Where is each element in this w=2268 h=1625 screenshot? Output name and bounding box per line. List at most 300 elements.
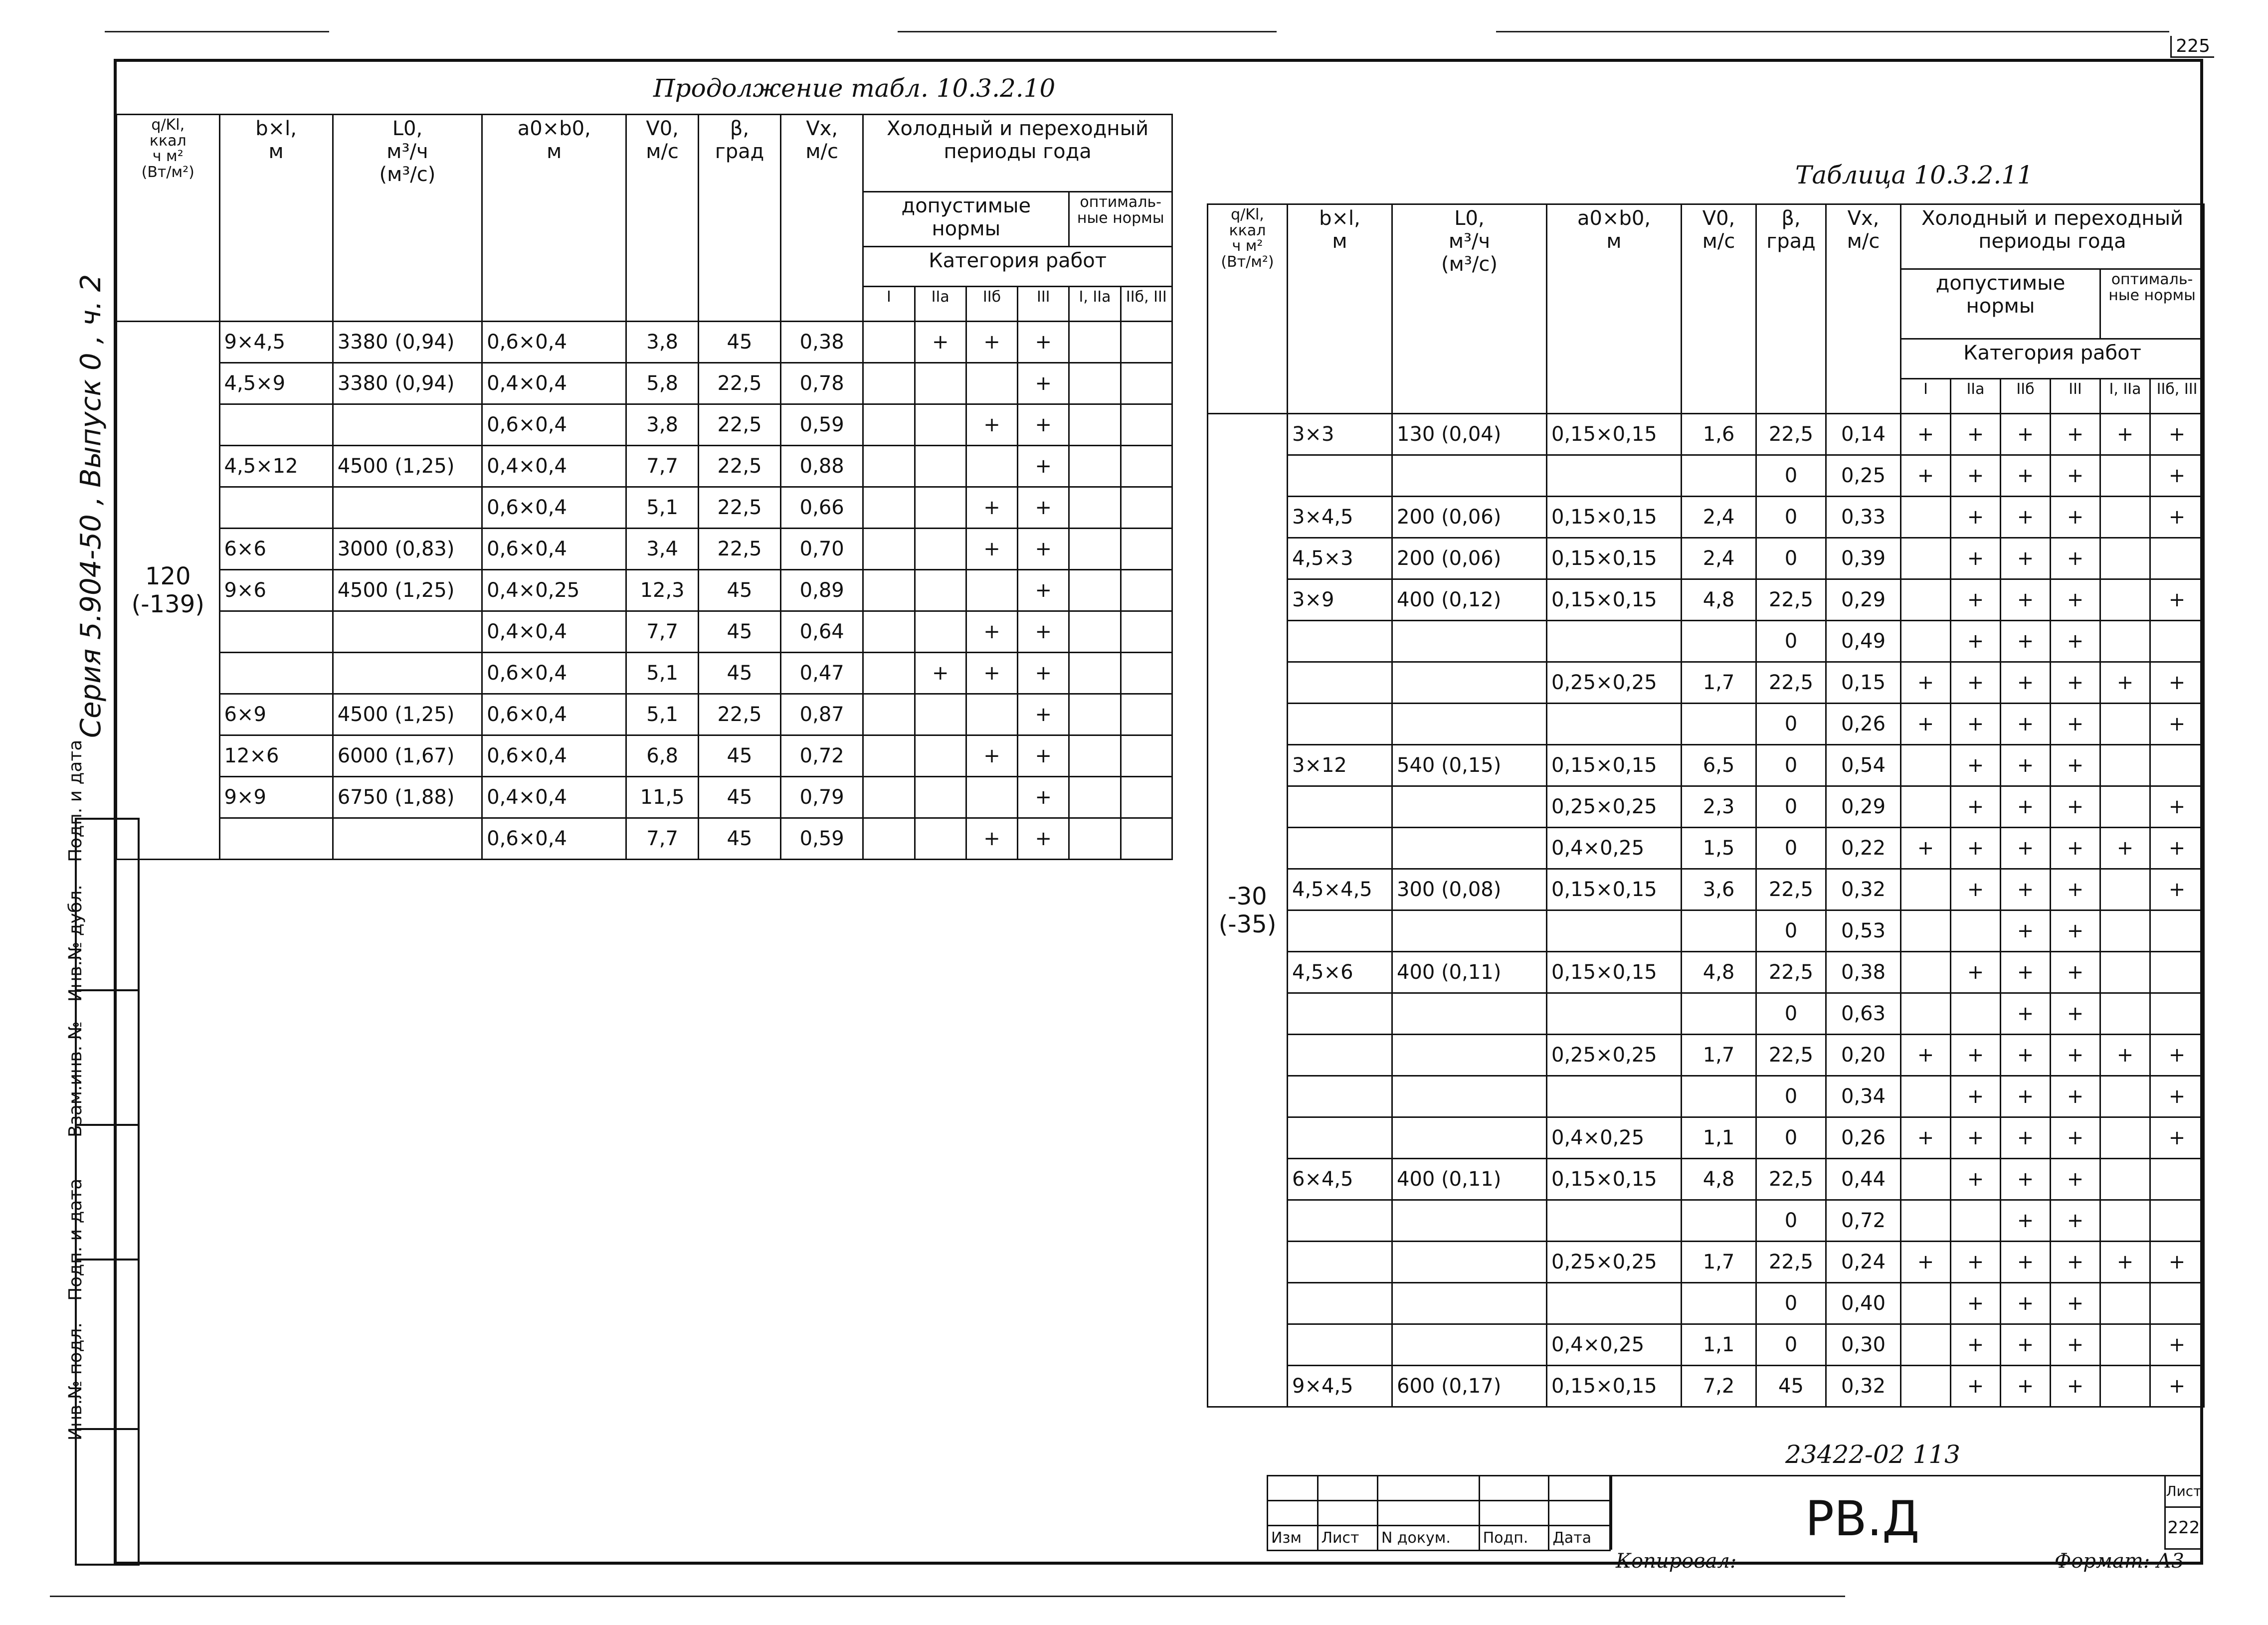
title-block xyxy=(1267,1475,2203,1573)
mark-cell: + xyxy=(1018,611,1069,653)
cell-bxl: 4,5×6 xyxy=(1288,952,1392,993)
mark-cell xyxy=(915,611,966,653)
mark-cell xyxy=(2100,786,2150,828)
right-table xyxy=(1207,203,2205,1408)
mark-cell xyxy=(1069,487,1121,529)
copied-label: Копировал: xyxy=(1616,1550,1737,1573)
mark-cell xyxy=(2100,497,2150,538)
table-row xyxy=(1208,1076,2204,1117)
drawing-number-note: 23422-02 113 xyxy=(1785,1440,1960,1469)
mark-cell xyxy=(1069,446,1121,487)
cell-beta: 0 xyxy=(1756,1117,1826,1159)
sidebar-cell: Подп. и дата xyxy=(65,739,86,862)
cell-a0b0 xyxy=(1547,910,1682,952)
mark-cell xyxy=(915,404,966,446)
table-row xyxy=(117,611,1172,653)
cell-bxl xyxy=(1288,1283,1392,1324)
mark-cell xyxy=(863,611,915,653)
cell-bxl xyxy=(1288,910,1392,952)
mark-cell: + xyxy=(1018,529,1069,570)
cell-beta: 22,5 xyxy=(1756,869,1826,910)
mark-cell: + xyxy=(2001,910,2051,952)
cell-bxl: 9×4,5 xyxy=(219,322,333,363)
mark-cell: + xyxy=(1951,745,2001,786)
col-header-a0b0: a0×b0, м xyxy=(1547,204,1682,414)
cell-vx: 0,32 xyxy=(1826,1366,1901,1407)
cell-l0: 6750 (1,88) xyxy=(333,777,482,818)
cell-a0b0: 0,25×0,25 xyxy=(1547,1035,1682,1076)
table-row xyxy=(1208,1117,2204,1159)
cell-l0: 4500 (1,25) xyxy=(333,694,482,735)
mark-cell xyxy=(1069,404,1121,446)
col-header-cold-period: Холодный и переходный периоды года xyxy=(1901,204,2204,269)
cell-a0b0: 0,15×0,15 xyxy=(1547,414,1682,455)
mark-cell: + xyxy=(2001,579,2051,621)
mark-cell: + xyxy=(1018,735,1069,777)
mark-cell: + xyxy=(2100,1242,2150,1283)
cat-header: I xyxy=(863,287,915,322)
cell-bxl xyxy=(1288,621,1392,662)
cell-a0b0: 0,25×0,25 xyxy=(1547,786,1682,828)
mark-cell xyxy=(915,529,966,570)
cell-vx: 0,38 xyxy=(1826,952,1901,993)
cell-bxl: 4,5×4,5 xyxy=(1288,869,1392,910)
cell-bxl xyxy=(219,611,333,653)
mark-cell xyxy=(2100,538,2150,579)
cell-v0: 12,3 xyxy=(626,570,699,611)
mark-cell: + xyxy=(2001,1200,2051,1242)
right-table-caption: Таблица 10.3.2.11 xyxy=(1795,161,2033,189)
document-code: РВ.Д xyxy=(1805,1491,1920,1547)
mark-cell xyxy=(863,322,915,363)
mark-cell xyxy=(1069,653,1121,694)
stamp-label: N докум. xyxy=(1377,1526,1479,1551)
table-row xyxy=(1208,745,2204,786)
table-row xyxy=(1208,910,2204,952)
mark-cell: + xyxy=(2001,993,2051,1035)
mark-cell: + xyxy=(2001,1242,2051,1283)
cell-a0b0: 0,6×0,4 xyxy=(482,735,626,777)
mark-cell: + xyxy=(1951,1366,2001,1407)
col-header-allowed: допустимые нормы xyxy=(1901,269,2100,339)
sheet-label: Лист xyxy=(2166,1476,2202,1508)
cell-l0: 3000 (0,83) xyxy=(333,529,482,570)
cell-bxl: 6×9 xyxy=(219,694,333,735)
cell-vx: 0,89 xyxy=(781,570,863,611)
mark-cell: + xyxy=(1951,662,2001,704)
cell-beta: 22,5 xyxy=(698,446,780,487)
mark-cell: + xyxy=(2051,704,2100,745)
cat-header: I, IIа xyxy=(1069,287,1121,322)
mark-cell xyxy=(2100,1076,2150,1117)
cell-bxl: 4,5×3 xyxy=(1288,538,1392,579)
mark-cell: + xyxy=(2150,1324,2204,1366)
mark-cell xyxy=(1121,653,1172,694)
table-row xyxy=(1208,1283,2204,1324)
sidebar-cell: Инв.№ подл. xyxy=(77,1428,138,1564)
cell-beta: 0 xyxy=(1756,455,1826,497)
table-row xyxy=(1208,579,2204,621)
mark-cell xyxy=(1121,322,1172,363)
cell-beta: 22,5 xyxy=(1756,414,1826,455)
cell-vx: 0,79 xyxy=(781,777,863,818)
cell-v0: 7,7 xyxy=(626,611,699,653)
mark-cell xyxy=(1901,621,1951,662)
mark-cell: + xyxy=(1901,1242,1951,1283)
col-header-optimal: оптималь- ные нормы xyxy=(2100,269,2204,339)
mark-cell xyxy=(863,363,915,404)
col-header-v0: V0, м/с xyxy=(1682,204,1756,414)
mark-cell: + xyxy=(2051,414,2100,455)
cell-bxl xyxy=(1288,993,1392,1035)
table-row xyxy=(1208,828,2204,869)
cell-beta: 22,5 xyxy=(1756,1035,1826,1076)
mark-cell xyxy=(2100,1324,2150,1366)
mark-cell xyxy=(1951,910,2001,952)
cell-v0: 5,1 xyxy=(626,653,699,694)
cat-header: IIб xyxy=(966,287,1017,322)
mark-cell xyxy=(2100,704,2150,745)
cell-bxl xyxy=(1288,786,1392,828)
mark-cell: + xyxy=(1018,777,1069,818)
mark-cell xyxy=(1901,952,1951,993)
cell-vx: 0,53 xyxy=(1826,910,1901,952)
mark-cell xyxy=(1069,694,1121,735)
cell-vx: 0,59 xyxy=(781,818,863,860)
mark-cell: + xyxy=(2001,786,2051,828)
col-header-beta: β, град xyxy=(698,115,780,322)
q-value-alt: (-139) xyxy=(131,590,204,618)
col-header-bxl: b×l, м xyxy=(1288,204,1392,414)
cell-beta: 0 xyxy=(1756,538,1826,579)
cat-header: IIа xyxy=(915,287,966,322)
cell-v0: 3,8 xyxy=(626,404,699,446)
cell-a0b0: 0,25×0,25 xyxy=(1547,662,1682,704)
cell-l0 xyxy=(1392,1242,1547,1283)
cell-l0 xyxy=(333,653,482,694)
stamp-label: Дата xyxy=(1549,1526,1610,1551)
cell-l0: 400 (0,12) xyxy=(1392,579,1547,621)
cell-a0b0: 0,6×0,4 xyxy=(482,322,626,363)
cell-l0 xyxy=(1392,621,1547,662)
cell-bxl: 9×9 xyxy=(219,777,333,818)
mark-cell: + xyxy=(915,653,966,694)
cell-v0: 2,3 xyxy=(1682,786,1756,828)
sheet-box xyxy=(2164,1475,2203,1550)
cell-v0 xyxy=(1682,1200,1756,1242)
cat-header: IIб, III xyxy=(2150,379,2204,414)
mark-cell xyxy=(915,735,966,777)
mark-cell: + xyxy=(2051,910,2100,952)
mark-cell: + xyxy=(1901,704,1951,745)
cell-beta: 0 xyxy=(1756,1200,1826,1242)
cell-v0: 1,1 xyxy=(1682,1324,1756,1366)
top-rule xyxy=(898,31,1277,32)
mark-cell: + xyxy=(2051,662,2100,704)
mark-cell xyxy=(1121,611,1172,653)
cell-l0: 4500 (1,25) xyxy=(333,570,482,611)
cell-l0 xyxy=(1392,828,1547,869)
cell-vx: 0,39 xyxy=(1826,538,1901,579)
sidebar-cell: Взам.инв. № xyxy=(77,1124,138,1259)
cell-beta: 0 xyxy=(1756,910,1826,952)
mark-cell: + xyxy=(2100,828,2150,869)
mark-cell xyxy=(1121,404,1172,446)
cell-a0b0: 0,15×0,15 xyxy=(1547,1366,1682,1407)
cell-v0: 11,5 xyxy=(626,777,699,818)
cell-vx: 0,72 xyxy=(1826,1200,1901,1242)
mark-cell xyxy=(2100,910,2150,952)
cell-beta: 0 xyxy=(1756,993,1826,1035)
col-header-category: Категория работ xyxy=(1901,339,2204,379)
cell-bxl xyxy=(1288,455,1392,497)
mark-cell: + xyxy=(1018,694,1069,735)
cell-bxl: 9×6 xyxy=(219,570,333,611)
cell-a0b0 xyxy=(1547,455,1682,497)
cell-bxl xyxy=(1288,1324,1392,1366)
cell-l0 xyxy=(333,611,482,653)
mark-cell: + xyxy=(2051,993,2100,1035)
table-row xyxy=(117,363,1172,404)
cell-vx: 0,25 xyxy=(1826,455,1901,497)
mark-cell: + xyxy=(1901,1035,1951,1076)
mark-cell: + xyxy=(2051,1242,2100,1283)
cell-bxl xyxy=(219,818,333,860)
mark-cell xyxy=(863,570,915,611)
cell-beta: 22,5 xyxy=(1756,952,1826,993)
mark-cell: + xyxy=(1951,414,2001,455)
cell-v0: 7,2 xyxy=(1682,1366,1756,1407)
mark-cell xyxy=(1901,993,1951,1035)
mark-cell xyxy=(1901,1159,1951,1200)
cell-bxl xyxy=(1288,1035,1392,1076)
cell-bxl: 3×4,5 xyxy=(1288,497,1392,538)
mark-cell xyxy=(1901,579,1951,621)
cell-a0b0: 0,4×0,4 xyxy=(482,611,626,653)
mark-cell xyxy=(966,570,1017,611)
revision-grid xyxy=(1267,1475,1611,1551)
table-row xyxy=(1208,1242,2204,1283)
cat-header: III xyxy=(2051,379,2100,414)
cell-v0: 2,4 xyxy=(1682,538,1756,579)
table-row xyxy=(1208,414,2204,455)
mark-cell: + xyxy=(1951,704,2001,745)
mark-cell: + xyxy=(2051,497,2100,538)
mark-cell: + xyxy=(1951,538,2001,579)
cell-beta: 45 xyxy=(1756,1366,1826,1407)
left-table-caption: Продолжение табл. 10.3.2.10 xyxy=(653,74,1056,103)
mark-cell xyxy=(1901,497,1951,538)
mark-cell: + xyxy=(2051,869,2100,910)
mark-cell xyxy=(1901,786,1951,828)
sheet-number: 222 xyxy=(2167,1518,2200,1538)
cell-bxl: 6×6 xyxy=(219,529,333,570)
table-row xyxy=(1208,1366,2204,1407)
mark-cell xyxy=(863,446,915,487)
mark-cell xyxy=(1901,538,1951,579)
mark-cell xyxy=(1069,322,1121,363)
mark-cell: + xyxy=(1951,455,2001,497)
cell-l0: 4500 (1,25) xyxy=(333,446,482,487)
table-row xyxy=(1208,993,2204,1035)
cell-a0b0: 0,25×0,25 xyxy=(1547,1242,1682,1283)
mark-cell: + xyxy=(2051,579,2100,621)
mark-cell xyxy=(1901,910,1951,952)
cell-a0b0: 0,4×0,4 xyxy=(482,777,626,818)
cell-vx: 0,34 xyxy=(1826,1076,1901,1117)
mark-cell: + xyxy=(966,529,1017,570)
cell-a0b0: 0,15×0,15 xyxy=(1547,497,1682,538)
mark-cell: + xyxy=(2051,1283,2100,1324)
table-row xyxy=(117,322,1172,363)
mark-cell xyxy=(1121,570,1172,611)
mark-cell xyxy=(2100,455,2150,497)
mark-cell xyxy=(863,818,915,860)
mark-cell: + xyxy=(2150,786,2204,828)
mark-cell: + xyxy=(2001,869,2051,910)
cell-bxl: 12×6 xyxy=(219,735,333,777)
q-value: 120 xyxy=(145,562,191,590)
mark-cell xyxy=(1069,735,1121,777)
cell-a0b0: 0,6×0,4 xyxy=(482,694,626,735)
cat-header: IIб xyxy=(2001,379,2051,414)
mark-cell: + xyxy=(2051,1366,2100,1407)
mark-cell: + xyxy=(1951,869,2001,910)
cell-vx: 0,54 xyxy=(1826,745,1901,786)
mark-cell: + xyxy=(2150,828,2204,869)
cell-l0 xyxy=(1392,704,1547,745)
col-header-category: Категория работ xyxy=(863,247,1172,287)
table-row xyxy=(1208,1200,2204,1242)
cell-beta: 0 xyxy=(1756,621,1826,662)
cell-v0: 6,5 xyxy=(1682,745,1756,786)
cell-vx: 0,44 xyxy=(1826,1159,1901,1200)
mark-cell: + xyxy=(2001,538,2051,579)
cell-l0 xyxy=(333,818,482,860)
col-header-beta: β, град xyxy=(1756,204,1826,414)
table-row xyxy=(1208,497,2204,538)
mark-cell xyxy=(1951,1200,2001,1242)
mark-cell xyxy=(863,529,915,570)
mark-cell: + xyxy=(1951,1283,2001,1324)
mark-cell: + xyxy=(966,611,1017,653)
mark-cell: + xyxy=(1901,662,1951,704)
col-header-a0b0: a0×b0, м xyxy=(482,115,626,322)
mark-cell: + xyxy=(2051,1324,2100,1366)
cell-bxl xyxy=(219,487,333,529)
mark-cell: + xyxy=(2150,662,2204,704)
mark-cell xyxy=(1121,777,1172,818)
mark-cell: + xyxy=(2001,704,2051,745)
table-row xyxy=(1208,538,2204,579)
mark-cell: + xyxy=(2150,1242,2204,1283)
cell-v0: 2,4 xyxy=(1682,497,1756,538)
cell-a0b0: 0,15×0,15 xyxy=(1547,952,1682,993)
cell-v0: 1,7 xyxy=(1682,1035,1756,1076)
mark-cell: + xyxy=(2150,1035,2204,1076)
cell-v0: 1,7 xyxy=(1682,662,1756,704)
cell-l0: 200 (0,06) xyxy=(1392,497,1547,538)
mark-cell xyxy=(1069,363,1121,404)
cell-beta: 22,5 xyxy=(698,404,780,446)
q-value-cell xyxy=(1208,414,1288,1407)
page-number: 225 xyxy=(2170,36,2214,58)
cell-a0b0: 0,6×0,4 xyxy=(482,818,626,860)
table-row xyxy=(117,735,1172,777)
cat-header: IIа xyxy=(1951,379,2001,414)
cell-l0 xyxy=(1392,1200,1547,1242)
mark-cell xyxy=(1901,1200,1951,1242)
mark-cell: + xyxy=(1901,1117,1951,1159)
mark-cell: + xyxy=(1018,570,1069,611)
table-row xyxy=(117,446,1172,487)
cell-bxl: 3×9 xyxy=(1288,579,1392,621)
mark-cell: + xyxy=(966,487,1017,529)
col-header-vx: Vx, м/с xyxy=(1826,204,1901,414)
cell-beta: 0 xyxy=(1756,786,1826,828)
mark-cell xyxy=(2100,869,2150,910)
cell-l0 xyxy=(1392,455,1547,497)
mark-cell: + xyxy=(1018,653,1069,694)
mark-cell xyxy=(915,694,966,735)
mark-cell xyxy=(1121,363,1172,404)
sidebar-cell: Подп. и дата xyxy=(77,1259,138,1428)
mark-cell: + xyxy=(2001,414,2051,455)
mark-cell xyxy=(2150,538,2204,579)
mark-cell xyxy=(2100,1366,2150,1407)
table-row xyxy=(1208,1324,2204,1366)
mark-cell xyxy=(915,777,966,818)
mark-cell xyxy=(1901,1324,1951,1366)
mark-cell xyxy=(1121,487,1172,529)
cell-l0: 400 (0,11) xyxy=(1392,1159,1547,1200)
mark-cell: + xyxy=(2001,455,2051,497)
mark-cell xyxy=(2100,579,2150,621)
cell-beta: 22,5 xyxy=(698,529,780,570)
mark-cell: + xyxy=(1901,828,1951,869)
cell-v0 xyxy=(1682,1076,1756,1117)
cat-header: I xyxy=(1901,379,1951,414)
mark-cell xyxy=(1121,735,1172,777)
cell-bxl: 6×4,5 xyxy=(1288,1159,1392,1200)
cell-a0b0 xyxy=(1547,621,1682,662)
mark-cell xyxy=(2150,745,2204,786)
mark-cell: + xyxy=(2001,1035,2051,1076)
cell-v0 xyxy=(1682,1283,1756,1324)
cell-l0 xyxy=(1392,1076,1547,1117)
cell-beta: 0 xyxy=(1756,1283,1826,1324)
mark-cell xyxy=(966,446,1017,487)
cell-bxl xyxy=(1288,704,1392,745)
mark-cell: + xyxy=(2150,1366,2204,1407)
cell-beta: 45 xyxy=(698,611,780,653)
cell-l0 xyxy=(1392,1324,1547,1366)
mark-cell: + xyxy=(2001,1117,2051,1159)
mark-cell: + xyxy=(1951,1324,2001,1366)
cell-v0: 6,8 xyxy=(626,735,699,777)
mark-cell xyxy=(1121,818,1172,860)
cell-vx: 0,63 xyxy=(1826,993,1901,1035)
cell-a0b0 xyxy=(1547,1076,1682,1117)
mark-cell: + xyxy=(2150,455,2204,497)
mark-cell xyxy=(2150,1159,2204,1200)
cell-a0b0 xyxy=(1547,704,1682,745)
mark-cell xyxy=(1901,1366,1951,1407)
col-header-bxl: b×l, м xyxy=(219,115,333,322)
table-row xyxy=(1208,621,2204,662)
table-row xyxy=(117,694,1172,735)
cell-beta: 22,5 xyxy=(1756,579,1826,621)
